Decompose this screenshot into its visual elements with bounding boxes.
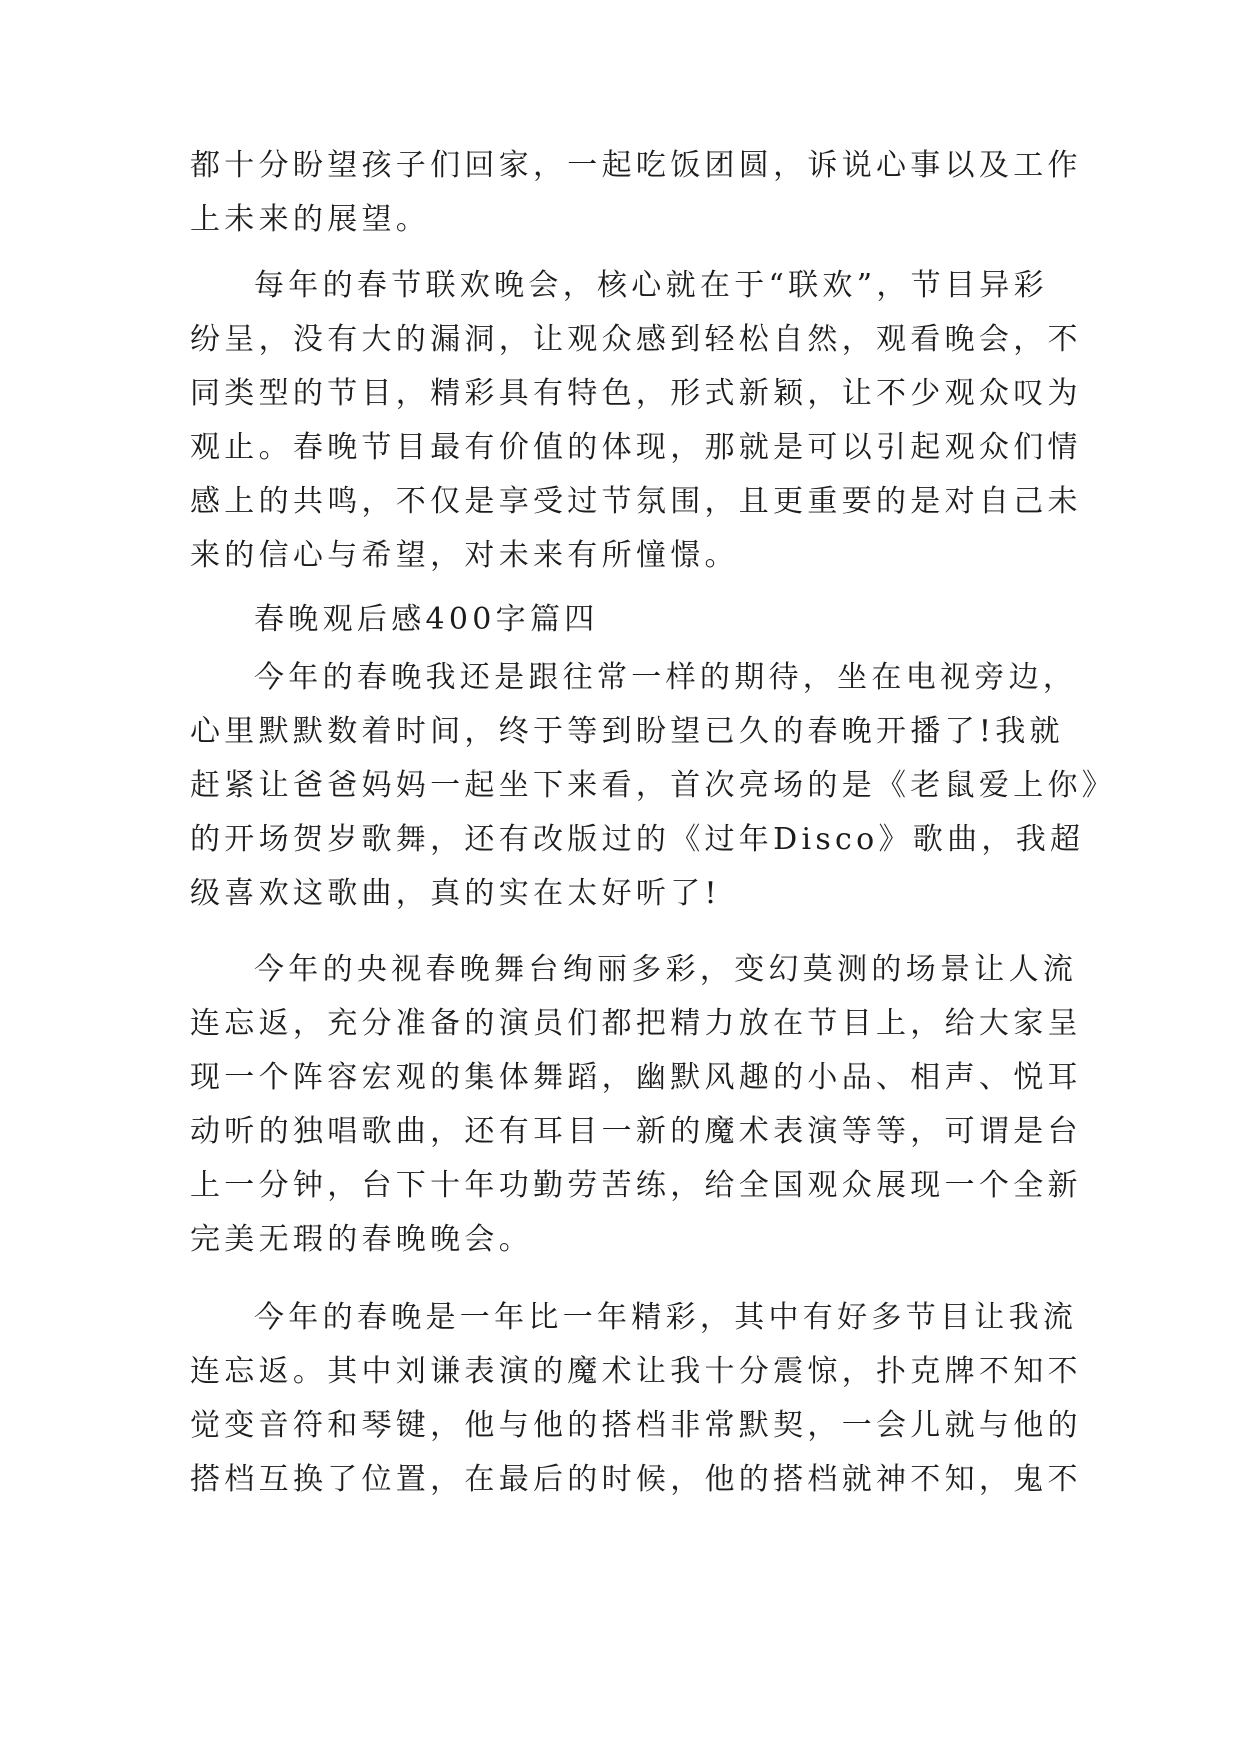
text-line: 纷呈，没有大的漏洞，让观众感到轻松自然，观看晚会，不 <box>190 322 1082 357</box>
paragraph-start-line: 今年的春晚是一年比一年精彩，其中有好多节目让我流 <box>254 1300 1078 1335</box>
text-line: 的开场贺岁歌舞，还有改版过的《过年Disco》歌曲，我超 <box>190 822 1085 857</box>
text-line: 动听的独唱歌曲，还有耳目一新的魔术表演等等，可谓是台 <box>190 1114 1082 1149</box>
text-line: 感上的共鸣，不仅是享受过节氛围，且更重要的是对自己未 <box>190 484 1082 519</box>
text-line: 上未来的展望。 <box>190 202 431 237</box>
text-line: 连忘返，充分准备的演员们都把精力放在节目上，给大家呈 <box>190 1006 1082 1041</box>
paragraph-start-line: 今年的央视春晚舞台绚丽多彩，变幻莫测的场景让人流 <box>254 952 1078 987</box>
text-line: 搭档互换了位置，在最后的时候，他的搭档就神不知，鬼不 <box>190 1462 1082 1497</box>
text-line: 来的信心与希望，对未来有所憧憬。 <box>190 538 739 573</box>
text-line: 觉变音符和琴键，他与他的搭档非常默契，一会儿就与他的 <box>190 1408 1082 1443</box>
text-line: 现一个阵容宏观的集体舞蹈，幽默风趣的小品、相声、悦耳 <box>190 1060 1082 1095</box>
text-line: 都十分盼望孩子们回家，一起吃饭团圆，诉说心事以及工作 <box>190 148 1082 183</box>
section-heading: 春晚观后感400字篇四 <box>254 602 599 637</box>
text-line: 级喜欢这歌曲，真的实在太好听了! <box>190 876 721 911</box>
text-line: 观止。春晚节目最有价值的体现，那就是可以引起观众们情 <box>190 430 1082 465</box>
text-line: 心里默默数着时间，终于等到盼望已久的春晚开播了!我就 <box>190 714 1064 749</box>
text-line: 上一分钟，台下十年功勤劳苦练，给全国观众展现一个全新 <box>190 1168 1082 1203</box>
text-line: 连忘返。其中刘谦表演的魔术让我十分震惊，扑克牌不知不 <box>190 1354 1082 1389</box>
paragraph-start-line: 每年的春节联欢晚会，核心就在于“联欢”，节目异彩 <box>254 268 1048 303</box>
text-line: 完美无瑕的春晚晚会。 <box>190 1222 533 1257</box>
text-line: 赶紧让爸爸妈妈一起坐下来看，首次亮场的是《老鼠爱上你》 <box>190 768 1117 803</box>
text-line: 同类型的节目，精彩具有特色，形式新颖，让不少观众叹为 <box>190 376 1082 411</box>
paragraph-start-line: 今年的春晚我还是跟往常一样的期待，坐在电视旁边， <box>254 660 1078 695</box>
